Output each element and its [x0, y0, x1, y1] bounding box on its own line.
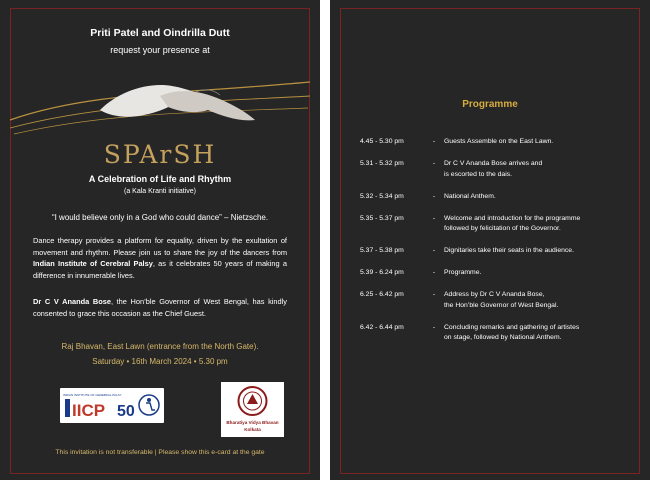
programme-description-cont: is escorted to the dais. [444, 170, 513, 178]
footer-note: This invitation is not transferable | Please show this e-card at the gate [55, 449, 265, 456]
chief-guest-paragraph [33, 296, 287, 319]
programme-item [360, 137, 630, 148]
iicp-logo-text: IICP [72, 401, 106, 420]
description-text-b: , as it celebrates 50 years of making a difference in innumerable lives. [33, 259, 287, 280]
programme-time: 5.37 - 5.38 pm [360, 247, 404, 254]
programme-dash: - [432, 138, 436, 145]
programme-time: 6.42 - 6.44 pm [360, 323, 404, 331]
programme-dash: - [432, 247, 436, 254]
programme-dash: - [432, 291, 436, 298]
iicp-logo-tagline: INDIAN INSTITUTE OF CEREBRAL PALSY [63, 393, 122, 397]
invitation-card [0, 0, 320, 480]
programme-description-cont: on stage, followed by National Anthem. [444, 334, 562, 341]
programme-time: 4.45 - 5.30 pm [360, 138, 404, 145]
brand-title: SPArSH [103, 140, 217, 169]
programme-description: Programme. [444, 269, 482, 276]
programme-description: Welcome and introduction for the programme [444, 214, 581, 222]
chief-guest-name: Dr C V Ananda Bose [33, 297, 111, 306]
description-text-a: Dance therapy provides a platform for equality, driven by the exultation of movement and rhythm. Please join us to share the joy of the dancers from [33, 236, 287, 257]
programme-dash: - [432, 269, 436, 276]
programme-time: 6.25 - 6.42 pm [360, 291, 404, 298]
programme-time: 5.31 - 5.32 pm [360, 160, 404, 167]
programme-item [360, 246, 630, 257]
initiative-note: (a Kala Kranti initiative) [124, 188, 196, 195]
programme-description-cont: the Hon’ble Governor of West Bengal. [444, 301, 559, 309]
programme-dash: - [432, 192, 436, 200]
description-paragraph [33, 235, 287, 281]
programme-title: Programme [462, 99, 518, 110]
programme-time: 5.35 - 5.37 pm [360, 214, 404, 222]
programme-card [330, 0, 650, 480]
venue-line: Raj Bhavan, East Lawn (entrance from the North Gate). [61, 342, 259, 351]
event-subtitle: A Celebration of Life and Rhythm [88, 174, 232, 184]
programme-item [360, 214, 630, 235]
date-line: Saturday • 16th March 2024 • 5.30 pm [92, 357, 228, 366]
hosts-line: Priti Patel and Oindrilla Dutt [90, 27, 230, 39]
programme-item [360, 159, 630, 180]
bhavan-logo-city: Kolkata [244, 427, 261, 432]
programme-item [360, 323, 630, 344]
chief-guest-text: , the Hon’ble Governor of West Bengal, has kindly consented to grace this occasion as the Chief Guest. [33, 297, 287, 318]
bhavan-logo [221, 382, 284, 437]
programme-item [360, 192, 630, 203]
programme-dash: - [432, 323, 436, 331]
programme-description: Dr C V Ananda Bose arrives and [444, 160, 543, 167]
programme-description: Concluding remarks and gathering of artistes [444, 323, 580, 331]
programme-time: 5.32 - 5.34 pm [360, 192, 404, 200]
hands-illustration [0, 52, 320, 152]
bhavan-logo-name: Bharatiya Vidya Bhavan [226, 420, 279, 425]
fifty-years-mark: 50 [117, 403, 135, 420]
programme-dash: - [432, 214, 436, 222]
programme-description: Guests Assemble on the East Lawn. [444, 138, 554, 145]
request-line: request your presence at [110, 45, 210, 55]
iicp-logo [60, 388, 164, 423]
programme-time: 5.39 - 6.24 pm [360, 269, 404, 276]
programme-description: National Anthem. [444, 192, 496, 200]
quote-line: “I would believe only in a God who could dance” – Nietzsche. [51, 213, 269, 222]
programme-description: Dignitaries take their seats in the audience. [444, 247, 574, 254]
institute-name: Indian Institute of Cerebral Palsy [33, 259, 153, 268]
programme-description: Address by Dr C V Ananda Bose, [444, 291, 545, 298]
programme-list [360, 137, 630, 355]
programme-description-cont: followed by felicitation of the Governor. [444, 225, 561, 232]
programme-dash: - [432, 160, 436, 167]
programme-item [360, 290, 630, 311]
programme-item [360, 268, 630, 279]
